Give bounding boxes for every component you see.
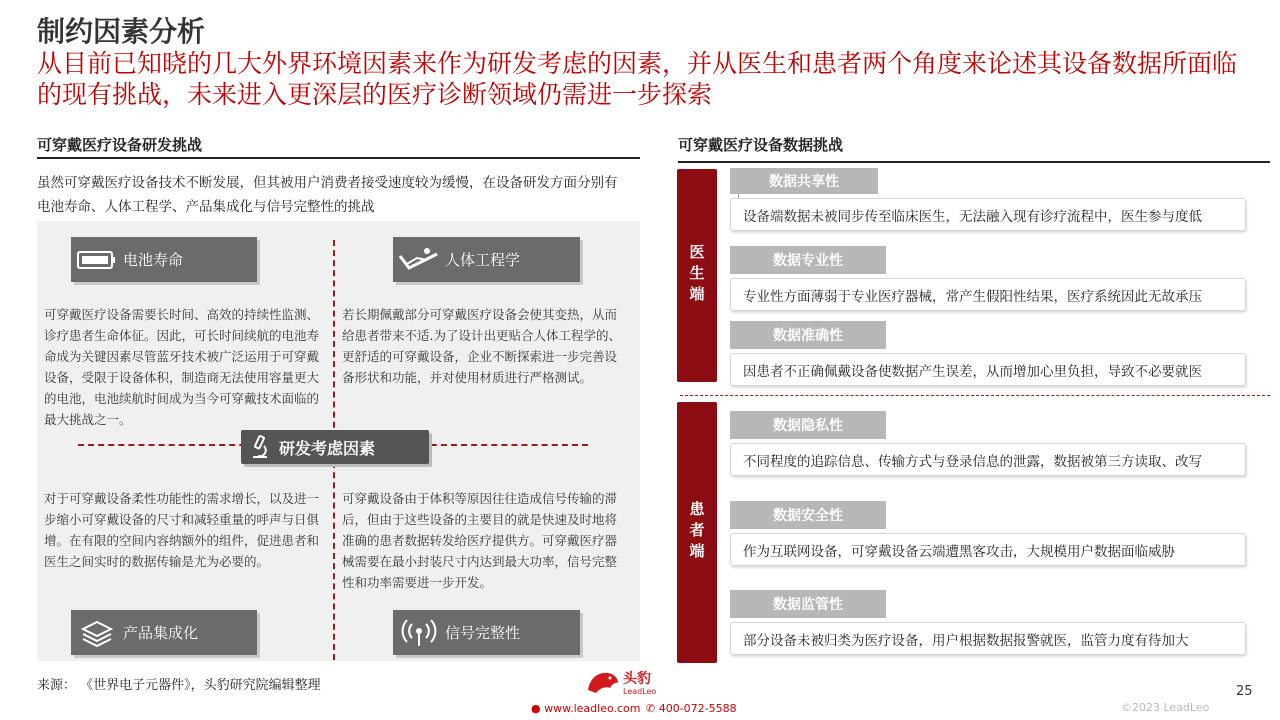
signal-icon xyxy=(393,619,445,647)
left-intro-text: 虽然可穿戴医疗设备技术不断发展，但其被用户消费者接受速度较为缓慢，在设备研发方面分别有电池寿命、人体工程学、产品集成化与信号完整性的挑战 xyxy=(37,175,618,215)
text-data-accuracy: 因患者不正确佩戴设备使数据产生误差，从而增加心里负担，导致不必要就医 xyxy=(730,353,1246,386)
website-text: www.leadleo.com xyxy=(544,702,641,715)
doctor-side-bar: 医生端 xyxy=(677,169,717,382)
page-number: 25 xyxy=(1236,684,1253,699)
website-link[interactable] xyxy=(531,702,640,715)
microscope-icon xyxy=(241,435,279,459)
tag-data-accuracy: 数据准确性 xyxy=(730,321,886,349)
tile-integration xyxy=(71,610,257,655)
tag-data-professionalism: 数据专业性 xyxy=(730,246,886,274)
left-section-heading: 可穿戴医疗设备研发挑战 xyxy=(37,136,203,154)
leopard-icon xyxy=(586,668,620,700)
page-title: 制约因素分析 xyxy=(37,15,206,48)
phone-icon: ✆ xyxy=(646,702,656,715)
page-subtitle: 从目前已知晓的几大外界环境因素来作为研发考虑的因素，并从医生和患者两个角度来论述其设备数据所面临的现有挑战，未来进入更深层的医疗诊断领域仍需进一步探索 xyxy=(37,49,1238,109)
para-ergonomics: 若长期佩戴部分可穿戴医疗设备会使其变热，从而给患者带来不适.为了设计出更贴合人体工程学的、更舒适的可穿戴设备，企业不断探索进一步完善设备形状和功能，并对使用材质进行严格测试。 xyxy=(342,307,621,385)
tile-battery-label: 电池寿命 xyxy=(123,251,184,269)
right-heading-divider xyxy=(678,161,1270,163)
tag-data-sharing: 数据共享性 xyxy=(730,168,878,194)
para-integration: 对于可穿戴设备柔性功能性的需求增长，以及进一步缩小可穿戴设备的尺寸和减轻重量的呼声与日俱增。在有限的空间内容纳额外的组件，促进患者和医生之间实时的数据传输是尤为必要的。 xyxy=(44,491,320,569)
tile-integration-label: 产品集成化 xyxy=(123,624,199,642)
battery-icon xyxy=(71,249,123,271)
copyright: ©2023 LeadLeo xyxy=(1121,701,1210,714)
text-data-sharing: 设备端数据未被同步传至临床医生，无法融入现有诊疗流程中，医生参与度低 xyxy=(730,198,1246,231)
doctor-patient-divider xyxy=(680,395,1270,396)
patient-side-bar: 患者端 xyxy=(677,402,717,663)
phone-text: 400-072-5588 xyxy=(658,702,737,715)
tile-ergonomics xyxy=(393,237,580,282)
text-data-privacy: 不同程度的追踪信息、传输方式与登录信息的泄露，数据被第三方读取、改写 xyxy=(730,443,1246,476)
tag-data-regulation: 数据监管性 xyxy=(730,590,886,618)
tag-data-privacy: 数据隐私性 xyxy=(730,411,886,439)
source-note: 来源： 《世界电子元器件》，头豹研究院编辑整理 xyxy=(37,678,321,693)
para-signal: 可穿戴设备由于体积等原因往往造成信号传输的滞后，但由于这些设备的主要目的就是快速及时地将准确的患者数据转发给医疗提供方。可穿戴医疗器械需要在最小封装尺寸内达到最大功率，信号完整性和功率需要进一步开发。 xyxy=(342,491,618,590)
logo-cn-text: 头豹 xyxy=(623,671,651,687)
tag-data-security: 数据安全性 xyxy=(730,501,886,529)
layers-icon xyxy=(71,619,123,647)
phone-number xyxy=(646,702,737,715)
right-section-heading: 可穿戴医疗设备数据挑战 xyxy=(678,136,844,154)
leadleo-logo xyxy=(586,668,656,700)
logo-en-text: LeadLeo xyxy=(623,687,657,696)
para-battery: 可穿戴医疗设备需要长时间、高效的持续性监测、诊疗患者生命体征。因此，可长时间续航的电池寿命成为关键因素尽管蓝牙技术被广泛运用于可穿戴设备，受限于设备体积，制造商无法使用容量更大的电池，电池续航时间成为当今可穿戴技术面临的最大挑战之一。 xyxy=(44,307,320,427)
tile-signal-label: 信号完整性 xyxy=(445,624,521,642)
left-heading-divider xyxy=(37,157,640,159)
recliner-icon xyxy=(393,246,445,274)
tile-battery xyxy=(71,237,257,282)
center-factor-text: 研发考虑因素 xyxy=(279,438,376,458)
tile-ergonomics-label: 人体工程学 xyxy=(445,251,521,269)
center-factor-label xyxy=(241,430,429,464)
text-data-regulation: 部分设备未被归类为医疗设备，用户根据数据报警就医，监管力度有待加大 xyxy=(730,622,1246,655)
text-data-professionalism: 专业性方面薄弱于专业医疗器械，常产生假阳性结果，医疗系统因此无故承压 xyxy=(730,278,1246,311)
globe-icon: ● xyxy=(531,702,541,715)
tile-signal xyxy=(393,610,580,655)
text-data-security: 作为互联网设备，可穿戴设备云端遭黑客攻击，大规模用户数据面临威胁 xyxy=(730,533,1246,566)
